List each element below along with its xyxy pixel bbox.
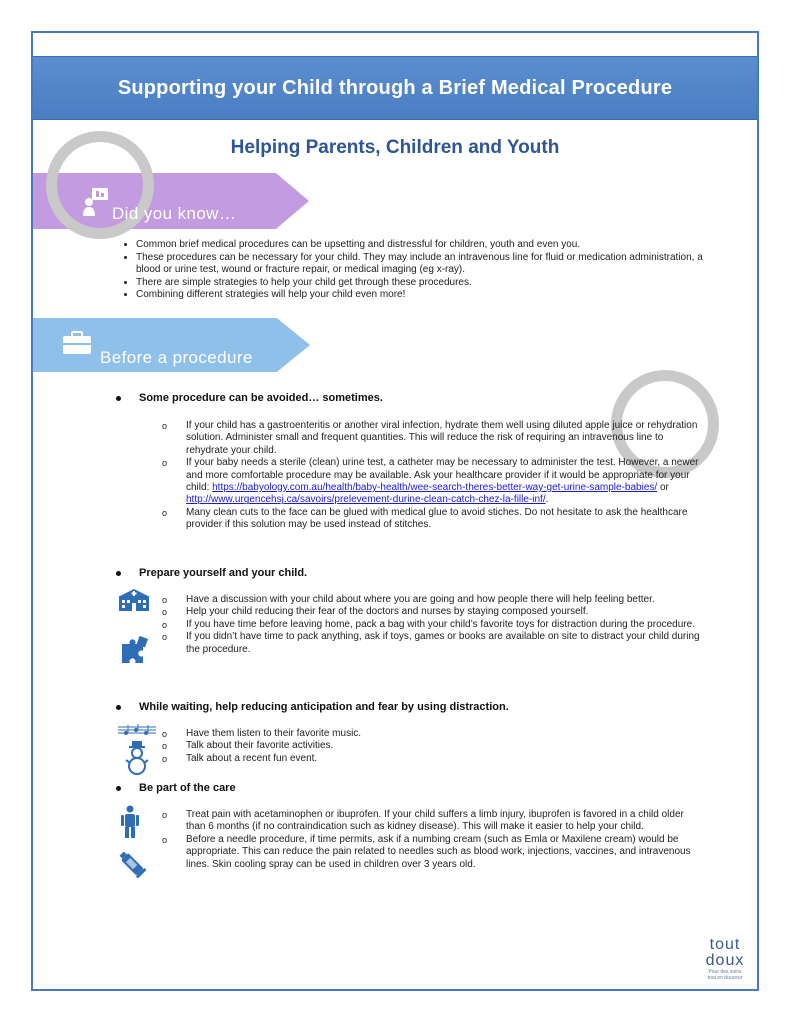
list-item: • Combining different strategies will help your child even more! <box>136 289 706 302</box>
section-heading-text: Prepare yourself and your child. <box>139 567 308 579</box>
section-heading-distraction <box>116 701 509 713</box>
list-item: o Treat pain with acetaminophen or ibuprofen. If your child suffers a limb injury, ibuprofen is favored in a child older than 6 months (if no contraindication such as kidney disease). This will make it easier to help your child. <box>160 809 700 834</box>
bullet-icon <box>116 705 121 710</box>
care-list <box>160 809 700 871</box>
puzzle-icon <box>119 636 149 669</box>
list-item: o If your child has a gastroenteritis or another viral infection, hydrate them well using diluted apple juice or rehydration solution. Administer small and frequent quantities. This will reduce the risk of requiring an intravenous line to rehydrate your child. <box>160 420 700 457</box>
presenter-icon <box>82 186 110 223</box>
cream-tube-icon <box>118 848 148 887</box>
list-item: o Help your child reducing their fear of the doctors and nurses by staying composed yourself. <box>160 606 700 618</box>
header-banner <box>33 56 757 120</box>
did-you-know-list <box>116 239 706 302</box>
list-item: o Before a needle procedure, if time permits, ask if a numbing cream (such as Emla or Maxilene cream) would be appropriate. This can reduce the pain related to needles such as blood work, injections, vaccines, and intravenous lines. Skin cooling spray can be used in children over 3 years old. <box>160 834 700 871</box>
list-item: • Common brief medical procedures can be upsetting and distressful for children, youth and even you. <box>136 239 706 252</box>
list-item: o Many clean cuts to the face can be glued with medical glue to avoid stiches. Do not hesitate to ask the healthcare provider if this solution may be used instead of stitches. <box>160 507 700 532</box>
list-item: • There are simple strategies to help your child get through these procedures. <box>136 277 706 290</box>
page-title: Supporting your Child through a Brief Medical Procedure <box>117 76 673 99</box>
did-you-know-label: Did you know… <box>112 204 237 223</box>
section-heading-text: Some procedure can be avoided… sometimes. <box>139 392 383 404</box>
section-heading-care <box>116 782 236 794</box>
section-heading-text: While waiting, help reducing anticipation and fear by using distraction. <box>139 701 509 713</box>
bullet-icon <box>116 571 121 576</box>
list-item: o If your baby needs a sterile (clean) urine test, a catheter may be necessary to administer the test. However, a newer and more comfortable procedure may be available. Ask your healthcare provider if it would be appropriate for your child: https://babyology.com.au/health/baby-health/wee-search-theres-better-way-get-urine-sample-babies/ or http://www.urgencehsj.ca/savoirs/prelevement-durine-clean-catch-chez-la-fille-inf/. <box>160 457 700 507</box>
hospital-icon <box>116 588 152 617</box>
list-item: • These procedures can be necessary for your child. They may include an intravenous line for fluid or medication administration, a blood or urine test, wound or fracture repair, or medical imaging (eg x-ray). <box>136 252 706 277</box>
section-heading-avoid <box>116 392 383 404</box>
babyology-link[interactable]: https://babyology.com.au/health/baby-health/wee-search-theres-better-way-get-urine-sample-babies/ <box>212 482 658 494</box>
briefcase-icon <box>62 331 92 360</box>
list-item: o Talk about their favorite activities. <box>160 740 700 752</box>
section-heading-text: Be part of the care <box>139 782 236 794</box>
urgencehsj-link[interactable]: http://www.urgencehsj.ca/savoirs/prelevement-durine-clean-catch-chez-la-fille-inf/ <box>186 494 546 506</box>
list-item: o If you didn’t have time to pack anything, ask if toys, games or books are available on site to distract your child during the procedure. <box>160 631 700 656</box>
prepare-list <box>160 594 700 656</box>
snowman-toy-icon <box>124 740 150 781</box>
bullet-icon <box>116 396 121 401</box>
avoid-list <box>160 420 700 532</box>
bullet-icon <box>116 786 121 791</box>
list-item: o If you have time before leaving home, pack a bag with your child’s favorite toys for distraction during the procedure. <box>160 619 700 631</box>
list-item: o Have a discussion with your child about where you are going and how people there will help feeling better. <box>160 594 700 606</box>
page-subtitle: Helping Parents, Children and Youth <box>230 137 560 158</box>
distraction-list <box>160 728 700 765</box>
list-item: o Talk about a recent fun event. <box>160 753 700 765</box>
list-item: o Have them listen to their favorite music. <box>160 728 700 740</box>
before-procedure-label: Before a procedure <box>100 348 253 367</box>
tout-doux-logo: tout doux Pour des soins tout en douceur <box>705 936 745 981</box>
section-heading-prepare <box>116 567 307 579</box>
person-pain-icon <box>120 805 140 844</box>
